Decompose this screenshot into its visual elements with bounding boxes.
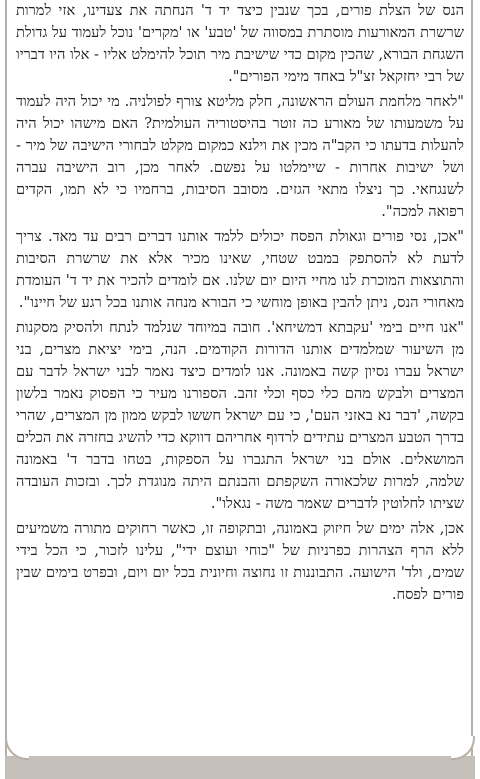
article-body bbox=[16, 0, 464, 730]
article-paragraph-3: "אכן, נסי פורים וגאולת הפסח יכולים ללמד אותנו דברים רבים עד מאד. צריך לדעת לא להסתפק במבט שטחי, שאינו מכיר אלא את שרשרת הסיבות והתוצאות המוכרת לנו מחיי היום יום שלנו. אם לומדים להכיר את יד ד' העומדת מאחורי הנס, ניתן להבין באופן מוחשי כי הבורא מנחה אותנו בכל רגע של חיינו". bbox=[16, 228, 464, 311]
page-bottom-edge bbox=[5, 756, 475, 779]
article-paragraph-5: אכן, אלה ימים של חיזוק באמונה, ובתקופה זו, כאשר רחוקים מתורה משמיעים ללא הרף הצהרות כפרניות של "כוחי ועוצם ידי", עלינו לזכור, כי הכל בידי שמים, ולד' הישועה. התבוננות זו נחוצה וחיונית בכל יום ויום, ובפרט בימים שבין פורים לפסח. bbox=[16, 520, 464, 603]
article-paragraph-4: "אנו חיים בימי 'עקבתא דמשיחא'. חובה במיוחד שנלמד לנתח ולהסיק מסקנות מן השיעור שמלמדים אותנו הדורות הקודמים. הנה, בימי יציאת מצרים, בני ישראל עברו נסיון קשה באמונה. אנו לומדים כיצד נאמר לבני ישראל לדבר עם המצרים ולבקש מהם כלי כסף וכלי זהב. הספורנו מעיר כי הפסוק נאמר בלשון בקשה, 'דבר נא באזני העם', כי עם ישראל חששו לבקש ממון מן המצרים, שהרי בדרך הטבע המצרים עתידים לרדוף אחריהם דווקא כדי להשיג בחזרה את הכלים המושאלים. אולם בני ישראל התגברו על הספקות, בטחו בדבר ד' באמונה שלמה, למרות שלכאורה השקפתם והבנתם היתה מנוגדת לכך. ובזכות העובדה שציתו לחלוטין לדברים שאמר משה - נגאלו". bbox=[16, 319, 464, 512]
article-paragraph-1: הנס של הצלת פורים, בכך שנבין כיצד יד ד' הנחתה את צעדינו, אזי למרות שרשרת המאורעות מוסתרת במסווה של 'טבע' או 'מקרים' נוכל לעמוד על גדולת השגחת הבורא, שהכין מקום כדי שישיבת מיר תוכל להימלט אליו - אלו היו דבריו של רבי יחזקאל זצ"ל באחד מימי הפורים". bbox=[16, 2, 464, 85]
article-paragraph-2: "לאחר מלחמת העולם הראשונה, חלק מליטא צורף לפולניה. מי יכול היה לעמוד על משמעותו של מאורע כה זוטר בהיסטוריה העולמית? האם מישהו יכול היה להעלות בדעתו כי הקב"ה מכין את וילנא כמקום מקלט לבחורי הישיבה של מיר - ושל ישיבות אחרות - שיימלטו על נפשם. לאחר מכן, רוב הישיבה עברה לשנגחאי. כך ניצלו מתאי הגזים. מסובב הסיבות, ברחמיו כי לא תמו, הקדים רפואה למכה". bbox=[16, 93, 464, 220]
